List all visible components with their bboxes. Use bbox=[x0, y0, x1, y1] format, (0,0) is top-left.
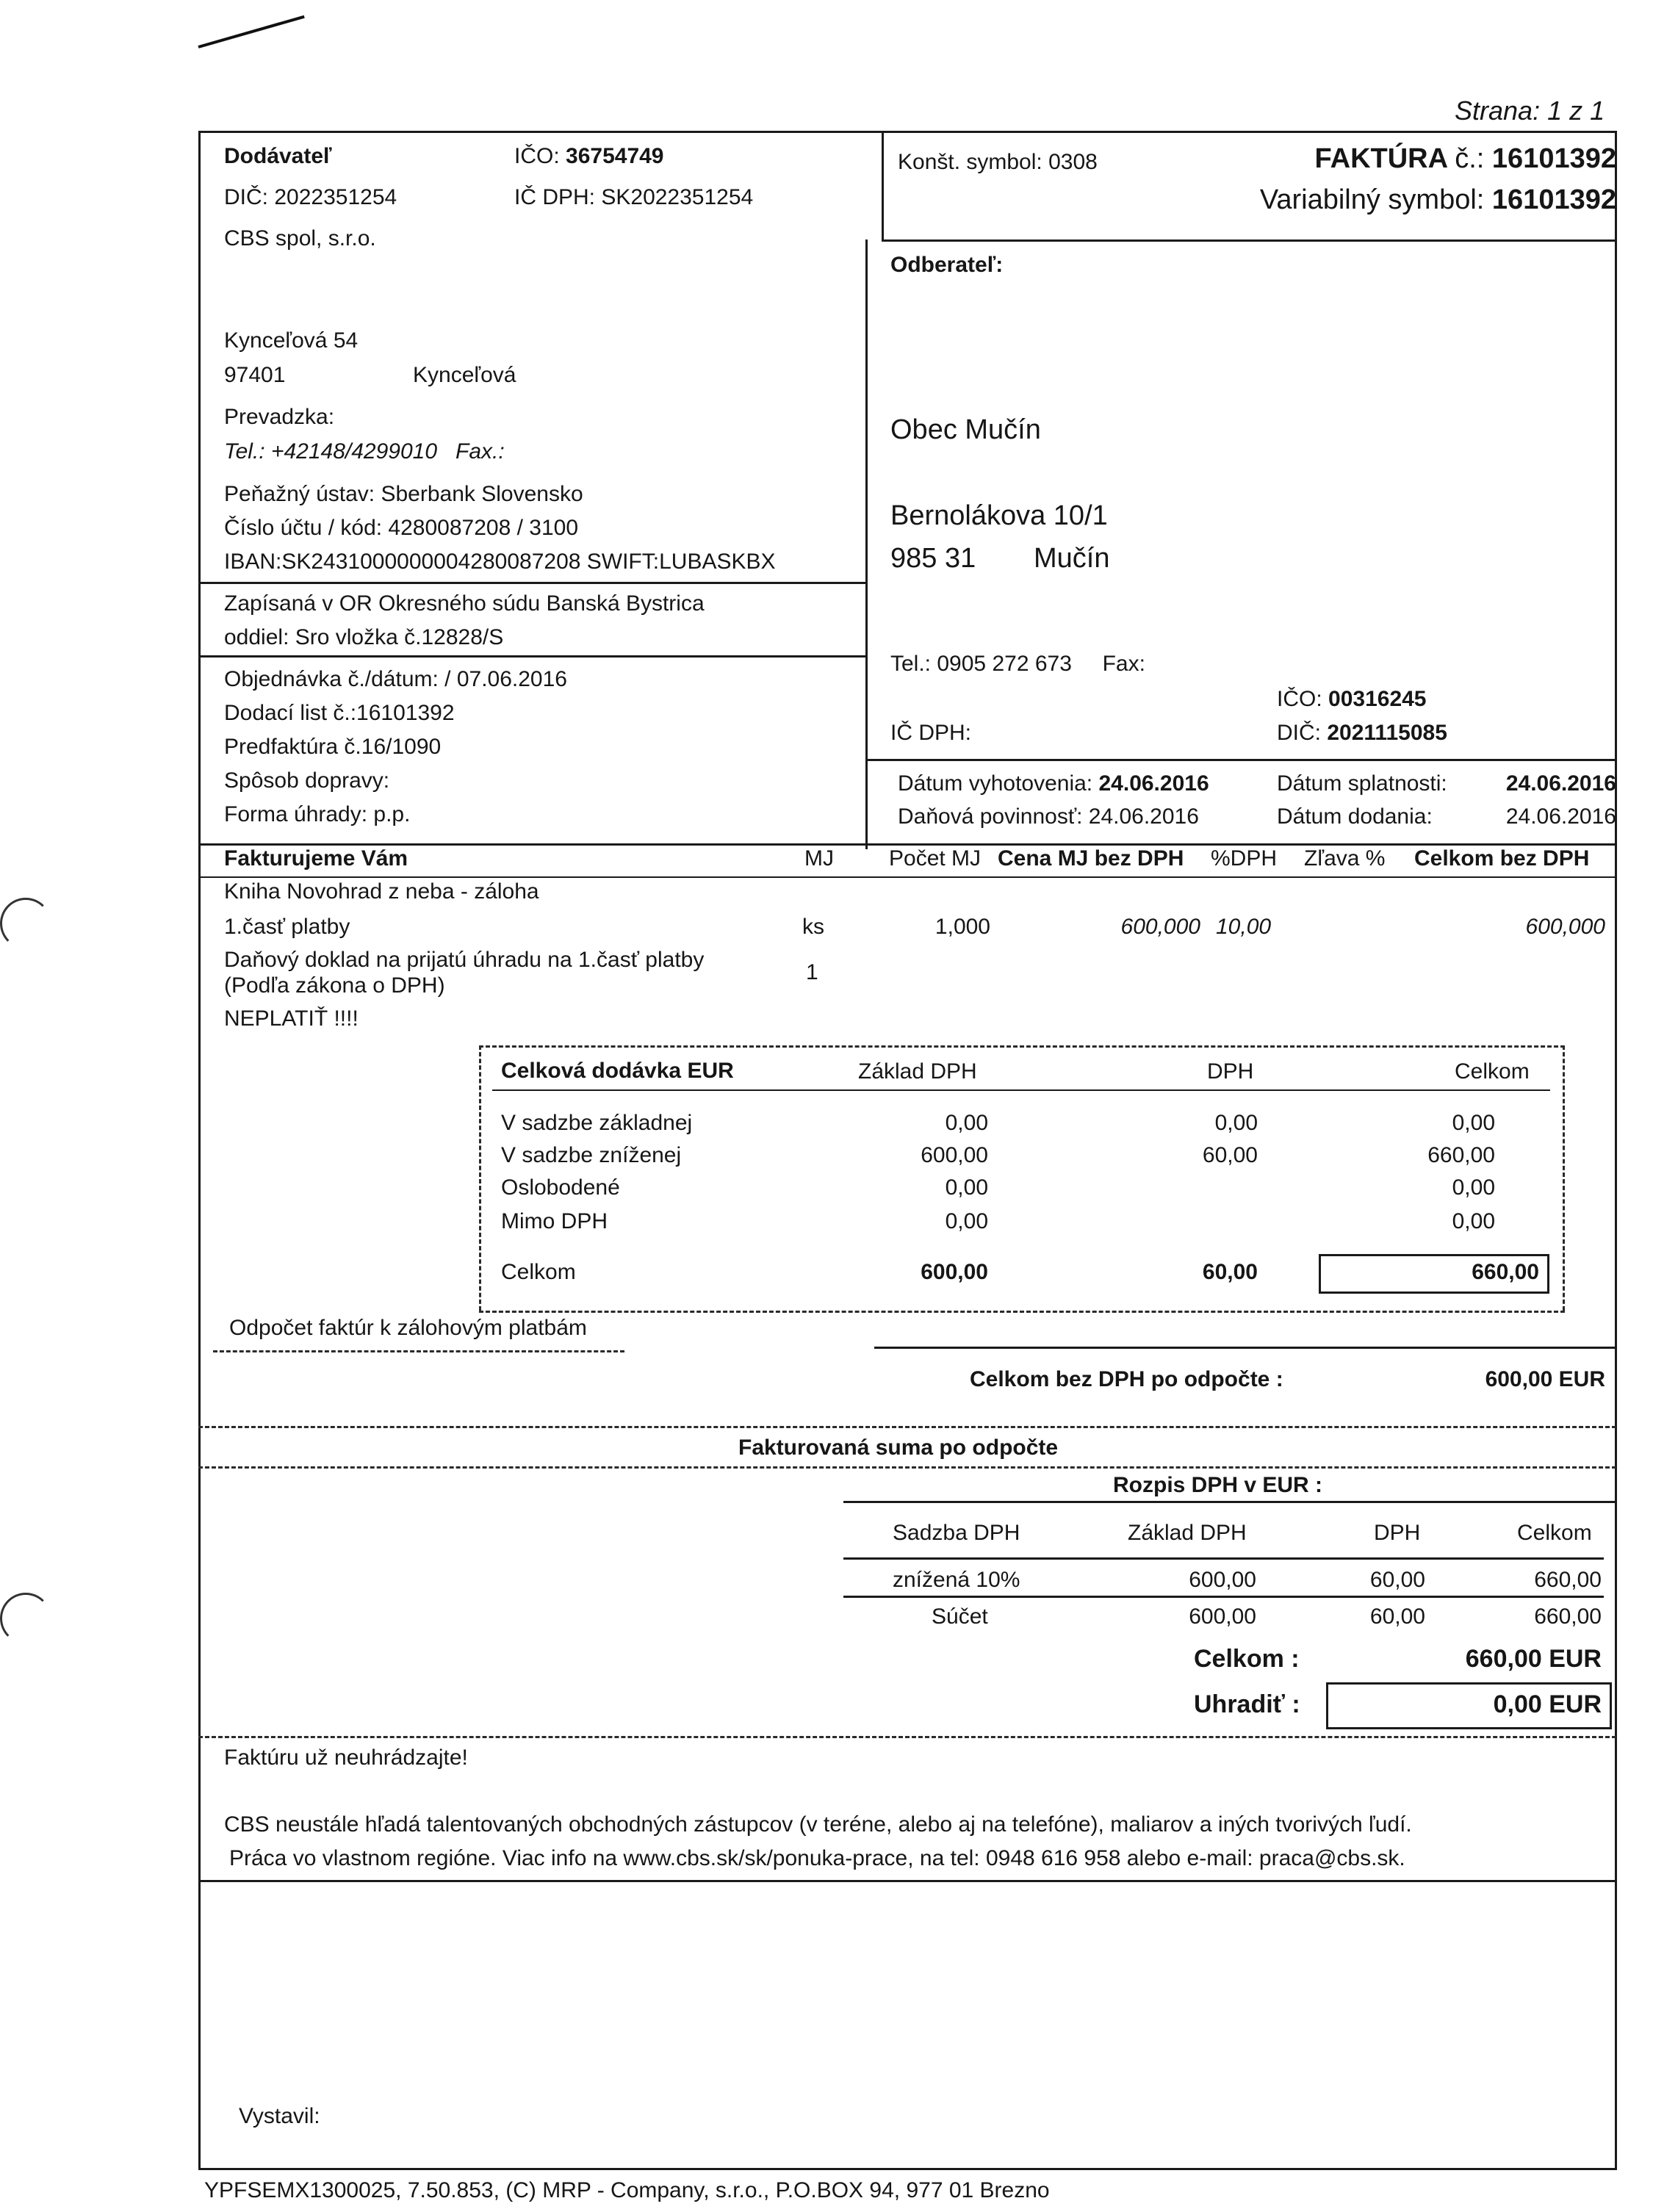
after-deduction-rule bbox=[874, 1347, 1616, 1349]
divider-header-v bbox=[882, 131, 884, 241]
item-note-3: NEPLATIŤ !!!! bbox=[224, 1006, 359, 1031]
after-deduction-value: 600,00 EUR bbox=[1485, 1367, 1605, 1391]
summary-total-label: Celkom bbox=[501, 1260, 576, 1284]
date-tax: Daňová povinnosť: 24.06.2016 bbox=[898, 804, 1199, 829]
item-line-2: 1.časť platby bbox=[224, 915, 350, 939]
delivery-note: Dodací list č.:16101392 bbox=[224, 701, 455, 725]
supplier-city: Kynceľová bbox=[413, 363, 516, 387]
vat-breakdown-rule-1 bbox=[843, 1501, 1616, 1503]
frame-top bbox=[198, 131, 1617, 133]
issued-by-label: Vystavil: bbox=[239, 2104, 320, 2128]
variable-symbol: Variabilný symbol: 16101392 bbox=[1259, 184, 1616, 215]
supplier-register-1: Zapísaná v OR Okresného súdu Banská Bystrica bbox=[224, 591, 705, 616]
deduction-underline bbox=[213, 1350, 624, 1352]
vat-sum-label: Súčet bbox=[932, 1604, 988, 1629]
summary-heading: Celková dodávka EUR bbox=[501, 1059, 734, 1083]
software-footer: YPFSEMX1300025, 7.50.853, (C) MRP - Company, s.r.o., P.O.BOX 94, 977 01 Brezno bbox=[204, 2178, 1050, 2202]
items-header-price: Cena MJ bez DPH bbox=[998, 846, 1184, 871]
customer-street: Bernolákova 10/1 bbox=[890, 500, 1108, 531]
summary-header-rule bbox=[492, 1089, 1550, 1091]
items-header-unit: MJ bbox=[804, 846, 834, 871]
summary-row-vat: 0,00 bbox=[1214, 1111, 1258, 1135]
supplier-heading: Dodávateľ bbox=[224, 144, 332, 168]
item-line-1: Kniha Novohrad z neba - záloha bbox=[224, 879, 539, 904]
supplier-dic: DIČ: 2022351254 bbox=[224, 185, 397, 209]
deduction-separator-2 bbox=[198, 1466, 1616, 1469]
footer-ad-line-2: Práca vo vlastnom regióne. Viac info na www.cbs.sk/sk/ponuka-prace, na tel: 0948 616 958 alebo e-mail: praca@cbs.sk. bbox=[229, 1846, 1405, 1870]
vat-breakdown-separator bbox=[198, 1736, 1616, 1738]
item-note-2: (Podľa zákona o DPH) bbox=[224, 973, 445, 998]
supplier-phone: Tel.: +42148/4299010 Fax.: bbox=[224, 439, 505, 464]
punch-hole-top bbox=[0, 898, 51, 949]
footer-notice: Faktúru už neuhrádzajte! bbox=[224, 1746, 468, 1770]
deduction-separator-1 bbox=[198, 1426, 1616, 1428]
customer-icdph: IČ DPH: bbox=[890, 721, 972, 745]
supplier-zip: 97401 bbox=[224, 363, 286, 387]
summary-row-base: 0,00 bbox=[945, 1175, 988, 1200]
items-header-qty: Počet MJ bbox=[889, 846, 982, 871]
item-vat: 10,00 bbox=[1216, 915, 1272, 939]
summary-row-vat: 60,00 bbox=[1202, 1143, 1258, 1167]
date-issued: Dátum vyhotovenia: 24.06.2016 bbox=[898, 771, 1209, 796]
summary-col-total: Celkom bbox=[1455, 1059, 1530, 1084]
vat-col-rate: Sadzba DPH bbox=[893, 1521, 1020, 1545]
vat-row-base: 600,00 bbox=[1189, 1568, 1256, 1592]
summary-box-left bbox=[479, 1045, 481, 1311]
item-total: 600,000 bbox=[1525, 915, 1605, 939]
customer-dic: DIČ: 2021115085 bbox=[1277, 721, 1447, 745]
item-qty: 1,000 bbox=[934, 915, 990, 939]
transport-method: Spôsob dopravy: bbox=[224, 768, 390, 793]
order-info: Objednávka č./dátum: / 07.06.2016 bbox=[224, 667, 567, 691]
deduction-label: Odpočet faktúr k zálohovým platbám bbox=[229, 1316, 587, 1340]
supplier-icdph: IČ DPH: SK2022351254 bbox=[514, 185, 754, 209]
frame-left bbox=[198, 131, 201, 2170]
supplier-name: CBS spol, s.r.o. bbox=[224, 226, 376, 251]
amount-to-pay-label: Uhradiť : bbox=[1194, 1690, 1300, 1718]
payment-method: Forma úhrady: p.p. bbox=[224, 802, 411, 826]
item-price: 600,000 bbox=[1120, 915, 1200, 939]
summary-row-base: 0,00 bbox=[945, 1111, 988, 1135]
items-header-vat: %DPH bbox=[1211, 846, 1278, 871]
grand-total-value: 660,00 EUR bbox=[1465, 1645, 1602, 1673]
customer-box-left bbox=[865, 239, 868, 849]
footer-rule bbox=[198, 1880, 1617, 1882]
vat-breakdown-rule-2 bbox=[843, 1557, 1604, 1560]
invoice-title: FAKTÚRA č.: 16101392 bbox=[1314, 143, 1616, 174]
customer-zip: 985 31 bbox=[890, 543, 976, 574]
date-due: 24.06.2016 bbox=[1505, 771, 1616, 796]
item-note-1: Daňový doklad na prijatú úhradu na 1.časť platby bbox=[224, 948, 705, 972]
customer-city: Mučín bbox=[1034, 543, 1110, 574]
summary-col-vat: DPH bbox=[1207, 1059, 1254, 1084]
vat-sum-base: 600,00 bbox=[1189, 1604, 1256, 1629]
frame-right bbox=[1615, 131, 1617, 2170]
pen-stroke bbox=[198, 15, 304, 48]
proforma-number: Predfaktúra č.16/1090 bbox=[224, 735, 442, 759]
page-number: Strana: 1 z 1 bbox=[1455, 96, 1605, 126]
vat-col-vat: DPH bbox=[1374, 1521, 1421, 1545]
invoiced-sum-label: Fakturovaná suma po odpočte bbox=[738, 1435, 1059, 1460]
items-header-desc: Fakturujeme Vám bbox=[224, 846, 408, 871]
vat-col-total: Celkom bbox=[1517, 1521, 1592, 1545]
item-mark: 1 bbox=[806, 960, 818, 984]
divider-header-h bbox=[882, 239, 1616, 242]
vat-col-base: Základ DPH bbox=[1128, 1521, 1247, 1545]
summary-box-top bbox=[479, 1045, 1565, 1048]
summary-row-label: V sadzbe zníženej bbox=[501, 1143, 682, 1167]
constant-symbol: Konšt. symbol: 0308 bbox=[898, 150, 1098, 174]
supplier-bank: Peňažný ústav: Sberbank Slovensko bbox=[224, 482, 583, 506]
date-due-label: Dátum splatnosti: bbox=[1277, 771, 1447, 796]
divider-customer-dates bbox=[865, 759, 1616, 761]
customer-phone: Tel.: 0905 272 673 Fax: bbox=[890, 652, 1145, 676]
divider-supplier-1 bbox=[198, 582, 867, 584]
vat-sum-total: 660,00 bbox=[1534, 1604, 1602, 1629]
vat-row-total: 660,00 bbox=[1534, 1568, 1602, 1592]
summary-row-total: 660,00 bbox=[1427, 1143, 1495, 1167]
amount-to-pay-value: 0,00 EUR bbox=[1493, 1690, 1602, 1718]
summary-box-bottom bbox=[479, 1311, 1565, 1313]
after-deduction-label: Celkom bez DPH po odpočte : bbox=[970, 1367, 1283, 1391]
divider-items-header-bottom bbox=[198, 876, 1617, 878]
item-unit: ks bbox=[802, 915, 824, 939]
summary-box-right bbox=[1563, 1045, 1565, 1311]
summary-total-base: 600,00 bbox=[921, 1260, 988, 1284]
summary-row-label: Mimo DPH bbox=[501, 1209, 608, 1233]
supplier-prevadzka: Prevadzka: bbox=[224, 405, 335, 429]
punch-hole-bottom bbox=[0, 1593, 51, 1644]
date-delivery: 24.06.2016 bbox=[1505, 804, 1616, 829]
summary-row-total: 0,00 bbox=[1452, 1175, 1495, 1200]
footer-ad-line-1: CBS neustále hľadá talentovaných obchodných zástupcov (v teréne, alebo aj na telefóne), maliarov a iných tvorivých ľudí. bbox=[224, 1812, 1412, 1837]
summary-row-base: 0,00 bbox=[945, 1209, 988, 1233]
summary-row-base: 600,00 bbox=[921, 1143, 988, 1167]
customer-heading: Odberateľ: bbox=[890, 253, 1004, 277]
supplier-ico: IČO: 36754749 bbox=[514, 144, 664, 168]
vat-sum-vat: 60,00 bbox=[1369, 1604, 1425, 1629]
summary-total-vat: 60,00 bbox=[1202, 1260, 1258, 1284]
supplier-street: Kynceľová 54 bbox=[224, 328, 359, 353]
date-delivery-label: Dátum dodania: bbox=[1277, 804, 1433, 829]
divider-supplier-2 bbox=[198, 655, 867, 658]
summary-row-total: 0,00 bbox=[1452, 1111, 1495, 1135]
supplier-register-2: oddiel: Sro vložka č.12828/S bbox=[224, 625, 504, 649]
vat-row-vat: 60,00 bbox=[1369, 1568, 1425, 1592]
summary-row-label: V sadzbe základnej bbox=[501, 1111, 693, 1135]
summary-total-total: 660,00 bbox=[1472, 1260, 1539, 1284]
grand-total-label: Celkom : bbox=[1194, 1645, 1300, 1673]
summary-row-label: Oslobodené bbox=[501, 1175, 620, 1200]
customer-name: Obec Mučín bbox=[890, 414, 1041, 445]
supplier-account: Číslo účtu / kód: 4280087208 / 3100 bbox=[224, 516, 579, 540]
vat-row-rate: znížená 10% bbox=[893, 1568, 1020, 1592]
items-header-discount: Zľava % bbox=[1304, 846, 1386, 871]
items-header-total: Celkom bez DPH bbox=[1414, 846, 1590, 871]
supplier-iban: IBAN:SK2431000000004280087208 SWIFT:LUBASKBX bbox=[224, 550, 776, 574]
frame-bottom bbox=[198, 2168, 1617, 2170]
summary-col-base: Základ DPH bbox=[858, 1059, 977, 1084]
vat-breakdown-rule-3 bbox=[843, 1596, 1604, 1598]
customer-ico: IČO: 00316245 bbox=[1277, 687, 1427, 711]
summary-row-total: 0,00 bbox=[1452, 1209, 1495, 1233]
vat-breakdown-heading: Rozpis DPH v EUR : bbox=[1113, 1473, 1323, 1497]
